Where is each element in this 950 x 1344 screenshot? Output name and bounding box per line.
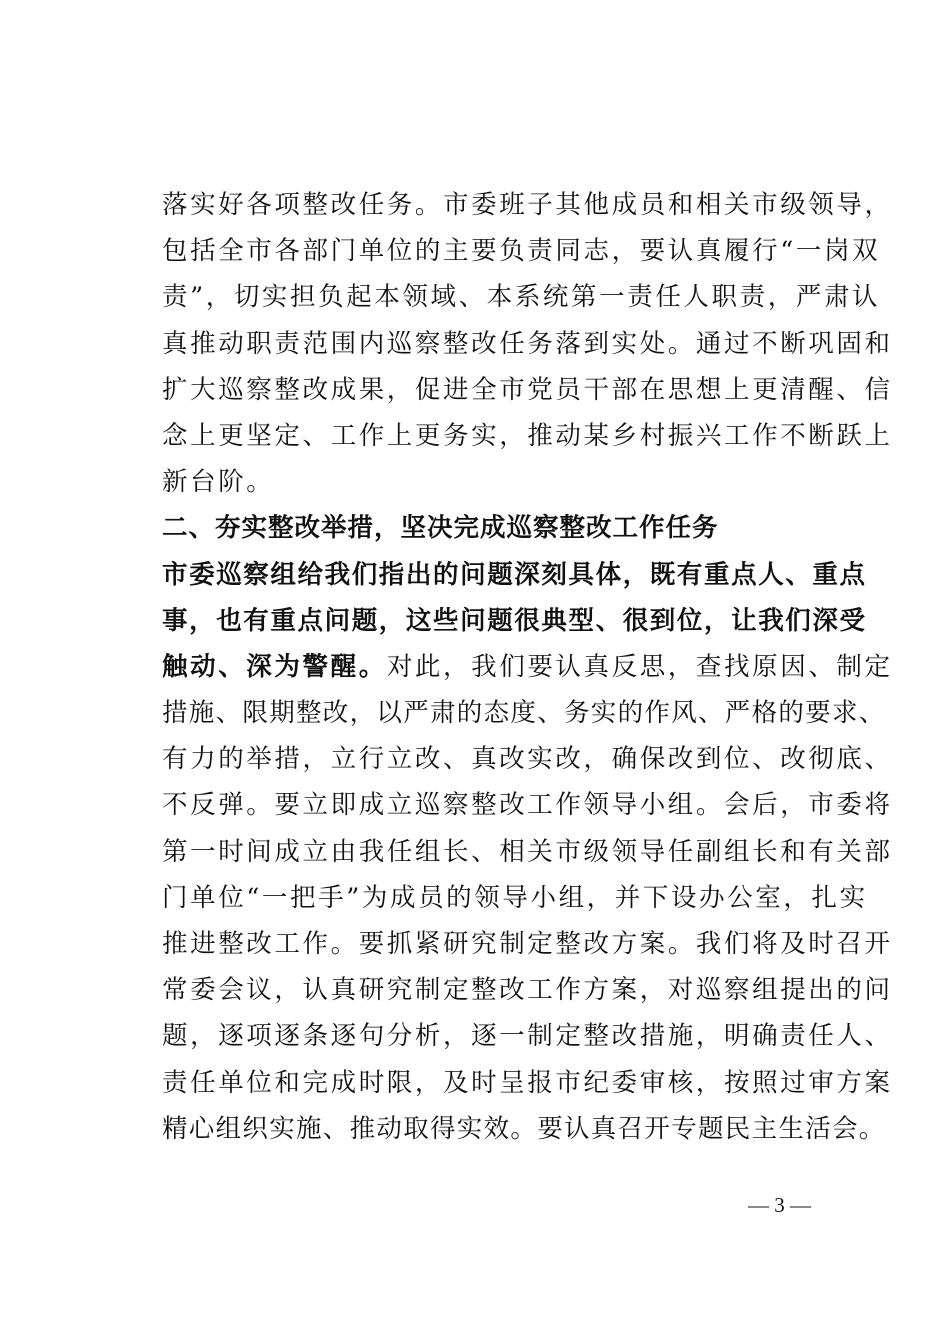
- text-line: 题，逐项逐条逐句分析，逐一制定整改措施，明确责任人、: [162, 1021, 893, 1052]
- text-line: 第一时间成立由我任组长、相关市级领导任副组长和有关部: [162, 836, 893, 867]
- text-line: 责”，切实担负起本领域、本系统第一责任人职责，严肃认: [162, 282, 881, 313]
- text-line: 有力的举措，立行立改、真改实改，确保改到位、改彻底、: [162, 744, 893, 775]
- text-line: 精心组织实施、推动取得实效。要认真召开专题民主生活会。: [162, 1113, 886, 1144]
- bold-text-line: 市委巡察组给我们指出的问题深刻具体，既有重点人、重点: [162, 559, 867, 590]
- text-line: 推进整改工作。要抓紧研究制定整改方案。我们将及时召开: [162, 929, 893, 959]
- text-line: 落实好各项整改任务。市委班子其他成员和相关市级领导，: [162, 190, 893, 220]
- text-line: 责任单位和完成时限，及时呈报市纪委审核，按照过审方案: [162, 1067, 893, 1098]
- normal-span: 对此，我们要认真反思，查找原因、制定: [386, 651, 893, 682]
- text-line: 措施、限期整改，以严肃的态度、务实的作风、严格的要求、: [162, 698, 886, 729]
- section-heading: 二、夯实整改举措，坚决完成巡察整改工作任务: [162, 513, 719, 544]
- page-number: — 3 —: [748, 1193, 811, 1217]
- text-line: 新台阶。: [162, 467, 275, 498]
- text-line: 念上更坚定、工作上更务实，推动某乡村振兴工作不断跃上: [162, 420, 893, 451]
- bold-text-line: 事，也有重点问题，这些问题很典型、很到位，让我们深受: [162, 605, 867, 636]
- document-body: [162, 182, 893, 1152]
- text-line: 真推动职责范围内巡察整改任务落到实处。通过不断巩固和: [162, 328, 893, 359]
- text-line: 扩大巡察整改成果，促进全市党员干部在思想上更清醒、信: [162, 374, 893, 405]
- text-line: 包括全市各部门单位的主要负责同志，要认真履行“一岗双: [162, 236, 881, 267]
- text-line: 常委会议，认真研究制定整改工作方案，对巡察组提出的问: [162, 975, 893, 1006]
- mixed-text-line: [162, 644, 893, 690]
- text-line: 门单位“一把手”为成员的领导小组，并下设办公室，扎实: [162, 882, 868, 913]
- bold-span: 触动、深为警醒。: [162, 651, 387, 682]
- text-line: 不反弹。要立即成立巡察整改工作领导小组。会后，市委将: [162, 790, 893, 821]
